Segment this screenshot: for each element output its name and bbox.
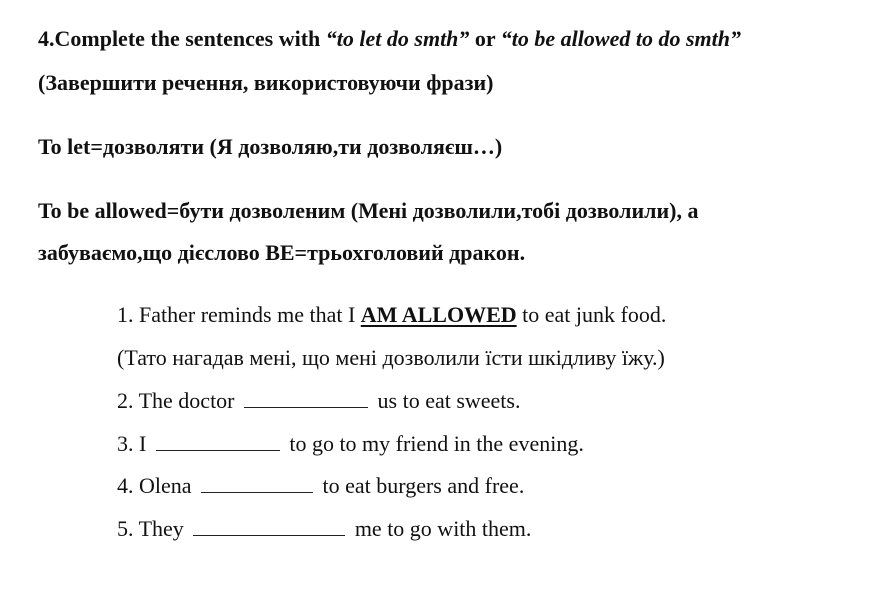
phrase-allowed: “to be allowed to do smth” (500, 26, 741, 51)
phrase-let: “to let do smth” (325, 26, 470, 51)
exercise-3-before: 3. I (117, 430, 152, 456)
exercise-4-blank[interactable] (201, 472, 313, 493)
exercise-5-blank[interactable] (193, 515, 345, 536)
exercise-1-after: to eat junk food. (516, 302, 667, 327)
exercise-2-before: 2. The doctor (117, 388, 241, 413)
exercise-item-3 (117, 430, 666, 473)
exercise-1-before: 1. Father reminds me that I (117, 302, 361, 327)
task-title-connector: or (469, 26, 501, 51)
rule-allowed-line-1: To be allowed=бути дозволеним (Мені дозволили,тобі дозволили), а (38, 198, 699, 223)
exercise-5-after: me to go with them. (349, 515, 532, 541)
task-title (38, 26, 741, 52)
exercise-5-before: 5. They (117, 515, 190, 541)
exercise-4-before: 4. Olena (117, 473, 198, 498)
rule-let: To let=дозволяти (Я дозволяю,ти дозволяєш…) (38, 134, 503, 159)
task-subtitle: (Завершити речення, використовуючи фрази) (38, 70, 494, 95)
exercise-item-5 (117, 515, 666, 558)
exercise-item-4 (117, 472, 666, 515)
exercise-4-after: to eat burgers and free. (317, 473, 525, 498)
exercise-2-after: us to eat sweets. (372, 388, 521, 413)
exercise-3-blank[interactable] (156, 430, 280, 451)
exercise-2-blank[interactable] (244, 387, 368, 408)
exercise-3-after: to go to my friend in the evening. (283, 430, 584, 456)
exercise-item-2 (117, 387, 666, 430)
exercise-list (117, 302, 666, 557)
exercise-item-1 (117, 302, 666, 345)
exercise-1-translation: (Тато нагадав мені, що мені дозволили їсти шкідливу їжу.) (117, 344, 665, 370)
task-title-prefix: 4.Complete the sentences with (38, 26, 326, 51)
exercise-1-answer: AM ALLOWED (360, 302, 517, 327)
rule-allowed-line-2: забуваємо,що дієслово BE=трьохголовий дракон. (38, 240, 526, 265)
